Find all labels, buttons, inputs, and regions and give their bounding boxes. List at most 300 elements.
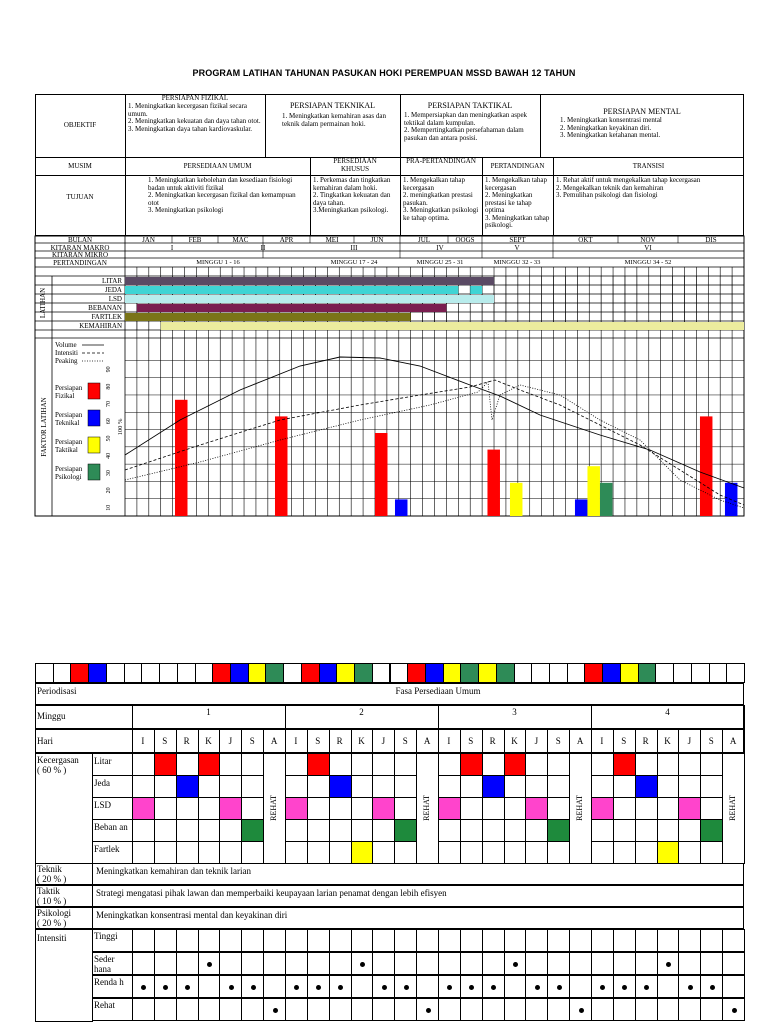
intensity-dot [426,1008,431,1013]
intensity-cell [176,998,199,1021]
day-label: I [294,736,298,746]
month-label: OOGS [455,236,475,244]
plan-cell [132,841,155,864]
strip-cell [673,663,692,683]
intensity-cell [351,929,374,952]
day-label: S [621,736,627,746]
musim-phase: PERSEDIAAN KHUSUS [333,157,377,173]
intensity-cell [219,952,242,975]
intensity-cell [525,975,548,998]
plan-cell [154,841,177,864]
activity-label: LSD [94,800,112,810]
intensity-cell [547,998,570,1021]
plan-cell [482,775,505,798]
mental-item: 2. Meningkatkan keyakinan diri. [560,123,652,132]
activity-label: Beban an [94,822,128,832]
plan-cell [241,753,264,776]
day-label: I [600,736,604,746]
fizikal-title: PERSIAPAN FIZIKAL [161,94,229,102]
plan-cell [635,753,658,776]
intensity-cell [722,975,745,998]
intensity-cell [198,952,221,975]
pertandingan-label: PERTANDINGAN [53,259,107,267]
intensity-cell [504,998,527,1021]
strip-cell [709,663,728,683]
latihan-row-label: JEDA [104,286,122,294]
intensity-cell [372,975,395,998]
month-label: DIS [705,236,717,244]
plan-cell [657,753,680,776]
plan-cell [394,775,417,798]
intensity-cell [504,975,527,998]
aspect-value: Meningkatkan konsentrasi mental dan keyakinan diri [96,910,288,920]
plan-cell [504,775,527,798]
strip-cell [620,663,639,683]
intensity-cell [372,929,395,952]
jeda-band [125,286,458,294]
intensity-cell [591,929,614,952]
plan-cell [351,797,374,820]
plan-cell [329,819,352,842]
plan-cell [525,753,548,776]
intensity-cell [263,975,286,998]
intensity-cell [504,952,527,975]
makro-label: II [260,244,266,252]
fartlek-band [125,313,411,321]
plan-cell [700,819,723,842]
strip-cell [602,663,621,683]
day-label: R [642,736,649,746]
aspect-value: Strategi mengatasi pihak lawan dan memperbaiki keupayaan larian penamat dengan lebih efisyen [96,888,447,898]
plan-cell [394,841,417,864]
intensity-cell [678,929,701,952]
activity-label: Jeda [94,778,110,788]
plan-cell [241,819,264,842]
plan-cell [176,841,199,864]
intensity-cell [678,975,701,998]
strip-cell [195,663,214,683]
day-label: A [729,736,737,746]
intensity-dot [316,985,321,990]
intensity-cell [722,998,745,1021]
intensity-cell [416,975,439,998]
legend-swatch [88,410,100,426]
plan-cell [241,775,264,798]
plan-cell [351,841,374,864]
plan-cell [198,775,221,798]
intensity-cell [132,952,155,975]
strip-cell [124,663,143,683]
intensity-cell [613,998,636,1021]
plan-cell [285,775,308,798]
kecergasan-cell [35,753,93,864]
mikro-label: MINGGU 32 - 33 [493,259,541,266]
teknikal-title: PERSIAPAN TEKNIKAL [289,101,376,110]
intensity-dot [666,962,671,967]
intensity-cell [416,952,439,975]
y-tick-label: 20 [106,487,112,494]
plan-cell [438,753,461,776]
intensity-cell [722,929,745,952]
week-label: 2 [359,707,364,717]
strip-cell [425,663,444,683]
periodisasi-value: Fasa Persediaan Umum [395,686,481,696]
plan-cell [482,797,505,820]
intensity-cell [176,952,199,975]
strip-cell [301,663,320,683]
plan-cell [657,819,680,842]
intensity-cell [438,929,461,952]
day-label: S [162,736,168,746]
rehat-label: REHAT [422,795,432,821]
intensity-cell [198,929,221,952]
legend-box-label: Persiapan [55,465,83,473]
plan-cell [613,841,636,864]
day-label: S [708,736,714,746]
intensity-cell [219,929,242,952]
plan-cell [307,753,330,776]
intensity-cell [132,929,155,952]
plan-cell [613,753,636,776]
plan-cell [176,819,199,842]
day-label: J [381,736,386,746]
fizikal-item: 2. Meningkatkan kekuatan dan daya tahan otot. [128,117,261,125]
intensity-cell [307,998,330,1021]
strip-cell [443,663,462,683]
hari-label: Hari [37,736,53,746]
plan-cell [132,797,155,820]
plan-cell [329,753,352,776]
intensity-cell [176,975,199,998]
plan-cell [547,819,570,842]
intensity-dot [579,1008,584,1013]
makro-label: V [514,244,520,252]
faktor-side-label: FAKTOR LATIHAN [40,397,48,457]
plan-cell [657,775,680,798]
day-label: J [687,736,692,746]
intensity-cell [351,998,374,1021]
plan-cell [700,775,723,798]
plan-cell [372,753,395,776]
y-tick-label: 10 [106,504,112,511]
plan-cell [635,797,658,820]
plan-cell [132,753,155,776]
kecergasan-label: Kecergasan ( 60 % ) [37,755,79,775]
intensity-cell [700,952,723,975]
objektif-label: OBJEKTIF [63,121,97,129]
week-label: 3 [512,707,517,717]
plan-cell [394,819,417,842]
plan-cell [329,797,352,820]
plan-cell [219,819,242,842]
plan-cell [591,753,614,776]
intensity-cell [198,998,221,1021]
latihan-row-label: KEMAHIRAN [79,322,122,330]
plan-cell [176,797,199,820]
month-label: JUL [417,236,431,244]
intensity-cell [657,975,680,998]
intensity-cell [482,975,505,998]
intensity-level-label: Rehat [94,1000,115,1010]
intensity-cell [307,952,330,975]
plan-cell [285,797,308,820]
tujuan-label: TUJUAN [66,193,94,201]
y-tick-label: 40 [106,452,112,459]
intensity-cell [525,929,548,952]
bar [575,499,587,516]
musim-label: MUSIM [68,162,92,170]
litar-band [125,277,494,285]
intensity-cell [132,975,155,998]
fizikal-item: 3. Meningkatkan daya tahan kardiovaskular. [128,124,253,133]
intensity-dot [251,985,256,990]
intensity-cell [241,952,264,975]
strip-cell [638,663,657,683]
legend-box-label: Persiapan [55,384,83,392]
plan-cell [678,753,701,776]
makro-row-label: KITARAN MAKRO [50,244,110,252]
plan-cell [504,819,527,842]
plan-cell [678,797,701,820]
bar [487,450,499,516]
day-label: A [576,736,584,746]
intensity-cell [722,952,745,975]
day-label: S [402,736,408,746]
intensity-cell [438,975,461,998]
plan-cell [482,753,505,776]
intensity-cell [394,975,417,998]
intensity-cell [329,952,352,975]
plan-cell [613,819,636,842]
intensity-cell [394,998,417,1021]
makro-label: III [350,244,358,252]
intensity-cell [482,998,505,1021]
intensity-dot [141,985,146,990]
day-label: K [664,736,671,746]
strip-cell [159,663,178,683]
aspect-label: Taktik ( 10 % ) [37,886,67,906]
intensity-level-label: Renda h [94,977,124,987]
plan-cell [154,753,177,776]
bebanan-band [137,304,447,312]
plan-cell [154,775,177,798]
intensity-cell [132,998,155,1021]
legend-box-label: Psikologi [55,473,82,481]
strip-cell [407,663,426,683]
day-label: I [447,736,451,746]
intensity-cell [635,975,658,998]
day-label: A [270,736,278,746]
strip-cell [691,663,710,683]
intensity-dot [273,1008,278,1013]
plan-cell [219,775,242,798]
plan-cell [635,775,658,798]
intensity-cell [154,952,177,975]
intensity-cell [613,929,636,952]
intensity-cell [525,952,548,975]
intensity-cell [657,998,680,1021]
intensity-cell [591,952,614,975]
y-tick-label: 90 [106,366,112,373]
plan-cell [351,775,374,798]
plan-cell [460,775,483,798]
plan-cell [547,775,570,798]
bar [700,416,712,516]
activity-label: Litar [94,756,112,766]
intensity-cell [263,998,286,1021]
day-label: K [511,736,518,746]
strip-cell [35,663,54,683]
intensity-cell [241,975,264,998]
plan-cell [198,841,221,864]
taktikal-item: 1. Mempersiapkan dan meningkatkan aspek tektikal dalam kumpulan. [404,111,528,127]
intensity-cell [329,998,352,1021]
legend-swatch [88,437,100,453]
plan-cell [504,841,527,864]
intensity-cell [569,975,592,998]
intensity-dot [229,985,234,990]
mikro-label: MINGGU 34 - 52 [624,259,672,266]
musim-phase: PERTANDINGAN [490,162,545,170]
strip-cell [460,663,479,683]
intensity-cell [438,952,461,975]
day-label: K [205,736,212,746]
strip-cell [390,663,409,683]
intensiti-label: Intensiti [37,933,67,943]
month-label: MEI [325,236,339,244]
intensity-cell [285,929,308,952]
plan-cell [394,797,417,820]
plan-cell [372,819,395,842]
rehat-label: REHAT [269,795,279,821]
plan-cell [241,841,264,864]
plan-cell [460,841,483,864]
intensity-cell [591,998,614,1021]
y-tick-label: 80 [106,383,112,390]
legend-line-label: Peaking [55,357,78,365]
intensity-cell [416,998,439,1021]
day-label: S [468,736,474,746]
plan-cell [678,841,701,864]
plan-cell [307,841,330,864]
legend-box-label: Teknikal [55,419,80,427]
strip-cell [584,663,603,683]
page-title: PROGRAM LATIHAN TAHUNAN PASUKAN HOKI PEREMPUAN MSSD BAWAH 12 TAHUN [192,68,576,78]
intensity-cell [219,998,242,1021]
intensity-dot [622,985,627,990]
intensity-dot [163,985,168,990]
month-label: APR [279,236,294,244]
intensity-dot [600,985,605,990]
intensity-cell [482,952,505,975]
tujuan-text: 1. Rehat aktif untuk mengekalkan tahap kecergasan 2. Mengekalkan teknik dan kemahiran 3. Pemulihan psikologi dan fisiologi [556,176,701,199]
intensity-cell [307,929,330,952]
mental-item: 1. Meningkatkan konsentrasi mental [560,116,662,124]
intensity-cell [372,998,395,1021]
plan-cell [372,797,395,820]
plan-cell [504,797,527,820]
day-label: S [555,736,561,746]
intensity-cell [416,929,439,952]
legend-line-label: Intensiti [55,349,78,357]
plan-cell [678,775,701,798]
y-tick-label: 50 [106,435,112,442]
plan-cell [525,841,548,864]
intensity-cell [613,952,636,975]
plan-cell [241,797,264,820]
intensity-cell [525,998,548,1021]
intensity-cell [307,975,330,998]
week-label: 1 [206,707,211,717]
plan-cell [613,797,636,820]
intensity-cell [241,998,264,1021]
weekly-plan [35,663,744,1024]
plan-cell [438,797,461,820]
fizikal-item: 1. Meningkatkan kecergasan fizikal secara umum. [128,102,248,118]
intensity-cell [591,975,614,998]
percent-label: 100 % [117,418,124,436]
y-tick-label: 30 [106,470,112,477]
strip-cell [230,663,249,683]
intensity-cell [285,952,308,975]
bulan-label: BULAN [67,236,93,244]
mikro-label: MINGGU 17 - 24 [330,259,378,266]
intensity-cell [460,952,483,975]
intensity-cell [351,975,374,998]
intensity-cell [329,929,352,952]
musim-phase: PERSEDIAAN UMUM [183,162,252,170]
intensity-dot [557,985,562,990]
plan-cell [460,819,483,842]
plan-cell [198,819,221,842]
plan-cell [547,753,570,776]
legend-line-label: Volume [55,341,77,349]
legend [55,341,104,481]
plan-cell [285,753,308,776]
latihan-row-label: LITAR [101,277,122,285]
intensity-dot [535,985,540,990]
plan-cell [591,819,614,842]
strip-cell [141,663,160,683]
month-label: SEPT [509,236,526,244]
intensity-level-label: Seder hana [94,954,115,974]
intensity-dot [491,985,496,990]
legend-box-label: Fizikal [55,392,75,400]
plan-cell [438,819,461,842]
bar [275,416,287,516]
activity-label: Fartlek [94,844,120,854]
intensity-dot [469,985,474,990]
mikro-label: MINGGU 1 - 16 [196,259,240,266]
intensity-cell [569,952,592,975]
day-label: S [249,736,255,746]
bar [510,483,522,516]
intensity-cell [154,929,177,952]
day-label: J [534,736,539,746]
makro-label: I [170,244,174,252]
strip-cell [354,663,373,683]
periodisasi-label: Periodisasi [37,686,77,696]
intensity-dot [185,985,190,990]
legend-box-label: Persiapan [55,411,83,419]
intensity-cell [198,975,221,998]
strip-cell [283,663,302,683]
intensity-cell [613,975,636,998]
intensity-cell [329,975,352,998]
intensity-cell [460,998,483,1021]
latihan-row-label: BEBANAN [88,304,122,312]
tujuan-text: 1. Meningkatkan kebolehan dan kesediaan fisiologi badan untuk aktiviti fizikal 2. Meningkatkan kecergasan fizikal dan kemampuan otot 3. Meningkatkan psikologi [148,176,296,214]
